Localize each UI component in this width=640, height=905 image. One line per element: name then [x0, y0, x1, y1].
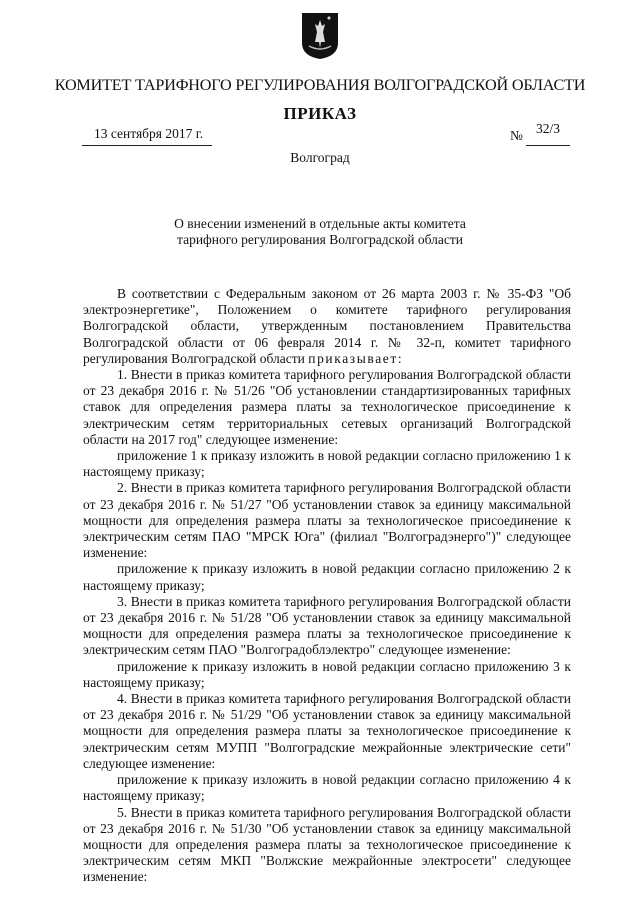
item-paragraph: приложение к приказу изложить в новой редакции согласно приложению 4 к настоящему приказу; [83, 772, 571, 804]
item-paragraph: 1. Внести в приказ комитета тарифного регулирования Волгоградской области от 23 декабря 2016 г. № 51/26 "Об установлении стандартизированных тарифных ставок для определения размера платы за технологическое присоединение к электрическим сетям территориальных сетевых организаций Волгоградской области на 2017 год" следующее изменение: [83, 367, 571, 447]
date-underline [82, 145, 212, 146]
document-type: ПРИКАЗ [283, 104, 357, 123]
item-paragraph: 4. Внести в приказ комитета тарифного регулирования Волгоградской области от 23 декабря 2016 г. № 51/29 "Об установлении ставок за единицу максимальной мощности для определения размера платы за технологическое присоединение к электрическим сетям МУПП "Волгоградские межрайонные электрические сети" следующее изменение: [83, 691, 571, 771]
number-underline [526, 145, 570, 146]
order-body [83, 286, 571, 886]
order-date: 13 сентября 2017 г. [94, 126, 204, 141]
order-number: 32/3 [536, 121, 561, 136]
order-word: приказывает: [308, 350, 404, 366]
preamble-text: В соответствии с Федеральным законом от 26 марта 2003 г. № 35-ФЗ "Об электроэнергетике", Положением о комитете тарифного регулирования Волгоградской области, утвержденным постановлением Правительства Волгоградской области от 06 февраля 2014 г. № 32-п, комитет тарифного регулирования Волгоградской области [83, 286, 571, 366]
item-paragraph: приложение 1 к приказу изложить в новой редакции согласно приложению 1 к настоящему приказу; [83, 448, 571, 480]
organization-name: КОМИТЕТ ТАРИФНОГО РЕГУЛИРОВАНИЯ ВОЛГОГРАДСКОЙ ОБЛАСТИ [54, 76, 586, 94]
subject-line: О внесении изменений в отдельные акты комитета [174, 216, 466, 231]
item-paragraph: 2. Внести в приказ комитета тарифного регулирования Волгоградской области от 23 декабря 2016 г. № 51/27 "Об установлении ставок за единицу максимальной мощности для определения размера платы за технологическое присоединение к электрическим сетям ПАО "МРСК Юга" (филиал "Волгоградэнерго")" следующее изменение: [83, 480, 571, 561]
item-paragraph: 3. Внести в приказ комитета тарифного регулирования Волгоградской области от 23 декабря 2016 г. № 51/28 "Об установлении ставок за единицу максимальной мощности для определения размера платы за технологическое присоединение к электрическим сетям ПАО "Волгоградоблэлектро" следующее изменение: [83, 593, 571, 658]
subject-line: тарифного регулирования Волгоградской области [177, 231, 463, 247]
number-sign: № [510, 128, 523, 143]
preamble-paragraph [83, 286, 571, 367]
item-paragraph: 5. Внести в приказ комитета тарифного регулирования Волгоградской области от 23 декабря 2016 г. № 51/30 "Об установлении ставок за единицу максимальной мощности для определения размера платы за технологическое присоединение к электрическим сетям МКП "Волжские межрайонные электросети" следующее изменение: [83, 804, 571, 885]
coat-of-arms-icon [301, 12, 339, 60]
city-name: Волгоград [290, 150, 350, 165]
order-subject [0, 216, 640, 247]
item-paragraph: приложение к приказу изложить в новой редакции согласно приложению 3 к настоящему приказу; [83, 658, 571, 690]
item-paragraph: приложение к приказу изложить в новой редакции согласно приложению 2 к настоящему приказу; [83, 561, 571, 593]
